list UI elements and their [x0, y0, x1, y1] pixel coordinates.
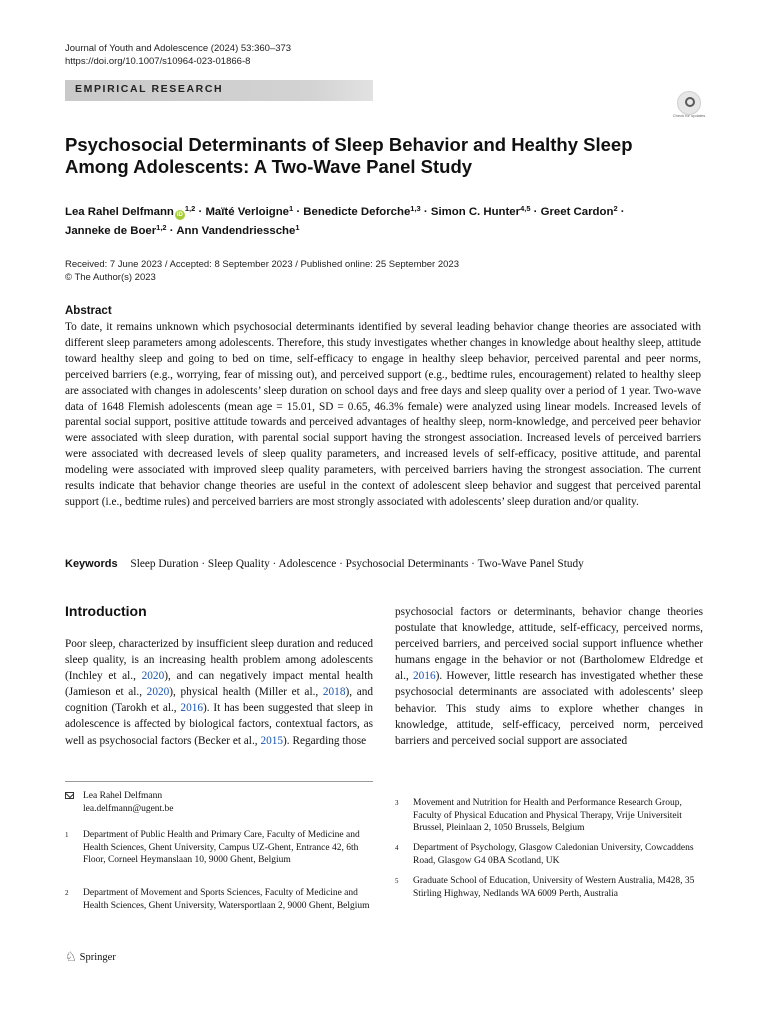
keyword: Two-Wave Panel Study	[477, 558, 584, 570]
affiliation-footnote	[395, 842, 703, 870]
abstract-text: To date, it remains unknown which psychosocial determinants identified by several leading behavior change theories are associated with different sleep parameters among adolescents. Therefore, this study investigates whether changes in knowledge about healthy sleep, attitude toward healthy sleep and going to bed on time, self-efficacy to engage in healthy sleep behavior, perceived parental and peer norms, perceived barriers (e.g., worrying, fear of missing out), and perceived support (e.g., bedtime rules, encouragement) related to healthy sleep are associated with changes in adolescents’ sleep duration on school days and free days and sleep quality over a period of 1 year. Two-wave data of 1648 Flemish adolescents (mean age = 15.01, SD = 0.65, 46.3% female) were analyzed using linear models. Increased levels of parental social support, positive attitude towards and perceived advantages of healthy sleep, norm-knowledge, and perceived peer behavior were associated with sleep duration, with parental social support having the strongest association. Increased levels of perceived barriers were associated with decreased levels of sleep quality parameters, and increased levels of self-efficacy, positive attitude, and parental modeling were associated with improved sleep quality parameters, with perceived barriers having the strongest association. The current results indicate that behavior change theories are useful in the context of adolescent sleep behavior and suggest that perceived parental support (i.e., bedtime rules) and perceived barriers are most strongly associated with adolescents’ sleep duration and/or quality.	[65, 321, 701, 508]
footnote-text: Department of Psychology, Glasgow Caledonian University, Cowcaddens Road, Glasgow G4 0BA Scotland, UK	[413, 843, 694, 866]
contact-name: Lea Rahel Delfmann	[83, 791, 163, 801]
footnote-number: 5	[395, 877, 399, 885]
author-affiliation: 4,5	[520, 204, 531, 213]
footnote-text: Graduate School of Education, University of Western Australia, M428, 35 Stirling Highway, Nedlands WA 6009 Perth, Australia	[413, 876, 695, 899]
author-name[interactable]: Janneke de Boer	[65, 225, 157, 237]
keyword: Psychosocial Determinants	[345, 558, 469, 570]
author-name[interactable]: Ann Vandendriessche	[176, 225, 296, 237]
author-name[interactable]: Simon C. Hunter	[430, 206, 521, 218]
body-text: ). It has been suggested that sleep in adolescence is affected by biological factors, contextual factors, as well as psychosocial factors (Becker et al.,	[65, 702, 373, 747]
introduction-heading: Introduction	[65, 603, 147, 619]
author-list: Lea Rahel Delfmann iD$^{1,2}$ · Maïté Verloigne$^1$ · Benedicte Deforche$^{1,3}$ · Simon C. Hunter$^{4,5}$ · Greet Cardon$^2$ · Janneke de Boer$^{1,2}$ · Ann Vandendriessche$^1$	[65, 204, 625, 237]
author-affiliation: 1	[295, 223, 300, 232]
keyword: Sleep Quality	[207, 558, 270, 570]
banner-label: EMPIRICAL RESEARCH	[75, 83, 224, 95]
footnote-text: Department of Public Health and Primary Care, Faculty of Medicine and Health Sciences, Ghent University, Campus UZ-Ghent, Entrance 42, 6th Floor, Corneel Heymanslaan 10, 9000 Ghent, Belgium	[83, 830, 360, 866]
author-affiliation: 1,3	[410, 204, 421, 213]
section-banner	[65, 80, 373, 101]
footnote-number: 2	[65, 889, 69, 897]
doi-link[interactable]: https://doi.org/10.1007/s10964-023-01866-8	[65, 56, 251, 67]
body-text: ). However, little research has investigated whether these psychosocial determinants are associated with adolescents’ sleep behavior. This study aims to explore whether changes in knowledge, attitude, self-efficacy, perceived norm, perceived barriers and perceived social support are associated	[395, 670, 703, 747]
body-text: ). Regarding those	[283, 734, 367, 747]
publisher-name: Springer	[79, 952, 116, 963]
affiliation-footnote	[395, 875, 703, 903]
body-text: ), and cognition (Tarokh et al.,	[65, 686, 374, 715]
orcid-icon[interactable]: iD	[176, 212, 183, 218]
article-title	[65, 134, 685, 178]
citation-link[interactable]: 2015	[260, 734, 284, 747]
author-affiliation: 1	[289, 204, 294, 213]
keyword: Adolescence	[278, 558, 337, 570]
abstract-heading: Abstract	[65, 305, 112, 317]
footnote-number: 4	[395, 844, 399, 852]
intro-column-right	[395, 604, 703, 749]
author-affiliation: 1,2	[184, 204, 196, 213]
author-name[interactable]: Greet Cardon	[540, 206, 614, 218]
springer-horse-icon: ♘	[65, 949, 77, 964]
title-line-2: Among Adolescents: A Two-Wave Panel Study	[65, 156, 473, 177]
journal-citation	[65, 42, 291, 68]
intro-column-left	[65, 636, 373, 749]
citation-link[interactable]: 2016	[180, 702, 204, 715]
badge-label: Check for updates	[672, 113, 706, 118]
author-affiliation: 1,2	[156, 223, 167, 232]
journal-line: Journal of Youth and Adolescence (2024) 53:360–373	[65, 43, 292, 54]
citation-link[interactable]: 2020	[146, 686, 170, 699]
keywords-label: Keywords	[65, 558, 118, 570]
body-text: ), and can negatively impact mental health (Jamieson et al.,	[65, 670, 373, 699]
citation-link[interactable]: 2020	[141, 670, 165, 683]
date-history: Received: 7 June 2023 / Accepted: 8 September 2023 / Published online: 25 September 2023	[65, 259, 459, 270]
footnote-number: 3	[395, 799, 399, 807]
author-name[interactable]: Benedicte Deforche	[303, 206, 411, 218]
check-for-updates-badge[interactable]	[672, 91, 706, 123]
corresponding-author	[65, 790, 373, 820]
copyright-line: © The Author(s) 2023	[65, 272, 156, 283]
citation-link[interactable]: 2018	[322, 686, 346, 699]
envelope-icon	[65, 792, 74, 799]
body-text: psychosocial factors or determinants, behavior change theories postulate that knowledge, attitude, self-efficacy, perceived norms, perceived barriers, and perceived social support influence whether humans engage in the behavior or not (Bartholomew Eldredge et al.,	[395, 606, 703, 683]
author-name[interactable]: Maïté Verloigne	[205, 206, 289, 218]
affiliation-footnote	[65, 829, 373, 881]
citation-link[interactable]: 2016	[413, 670, 436, 683]
footnote-divider	[65, 781, 373, 782]
affiliation-footnote	[395, 797, 703, 837]
footnote-number: 1	[65, 831, 69, 839]
publisher-logo	[65, 949, 116, 965]
author-affiliation: 2	[613, 204, 618, 213]
title-line-1: Psychosocial Determinants of Sleep Behavior and Healthy Sleep	[65, 134, 633, 155]
affiliation-footnote	[65, 887, 373, 927]
keyword: Sleep Duration	[130, 558, 199, 570]
footnote-text: Movement and Nutrition for Health and Performance Research Group, Faculty of Physical Education and Physical Therapy, Vrije Universiteit Brussel, Pleinlaan 2, 1050 Brussels, Belgium	[413, 798, 682, 834]
footnote-text: Department of Movement and Sports Sciences, Faculty of Medicine and Health Sciences, Ghent University, Watersportlaan 2, 9000 Ghent, Belgium	[83, 888, 370, 911]
contact-email[interactable]: lea.delfmann@ugent.be	[83, 803, 174, 814]
publication-dates	[65, 258, 459, 284]
update-badge-icon	[677, 91, 701, 115]
author-name[interactable]: Lea Rahel Delfmann	[65, 206, 174, 218]
body-text: Poor sleep, characterized by insufficient sleep duration and reduced sleep quality, is an increasing health problem among adolescents (Inchley et al.,	[65, 638, 373, 683]
body-text: ), physical health (Miller et al.,	[169, 686, 323, 699]
keywords: Keywords Sleep Duration · Sleep Quality · Adolescence · Psychosocial Determinants · Two-Wave Panel Study	[65, 558, 584, 570]
